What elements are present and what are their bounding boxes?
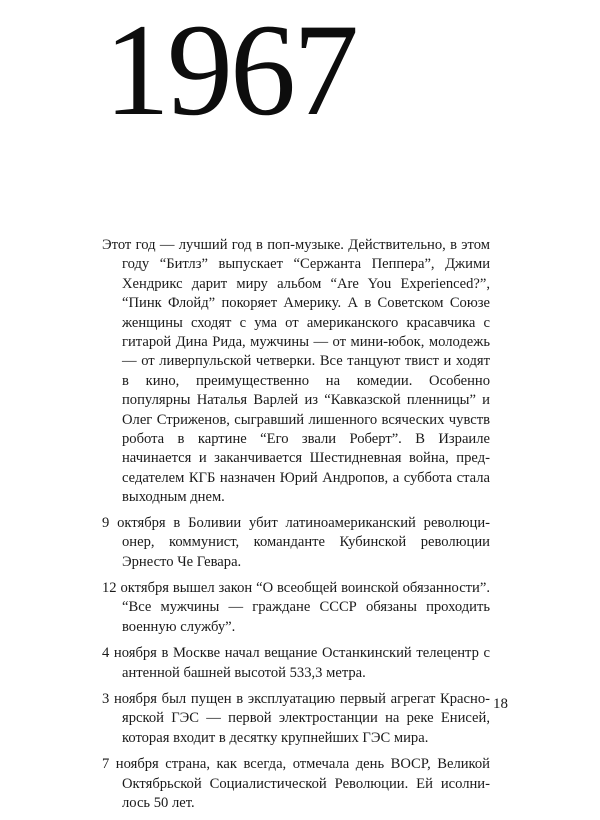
chronicle-entry-krasnoyarsk-ges: 3 ноября был пущен в эксплуатацию первый агрегат Красноярской ГЭС — первой электростанции на реке Енисей, которая входит в десятку крупнейших ГЭС мира. (102, 690, 490, 746)
page-year-heading: 1967 (104, 0, 356, 143)
chronicle-entry-intro: Этот год — лучший год в поп-музыке. Действительно, в этом году “Битлз” выпускает “Сержанта Пеппера”, Джими Хендрикс дарит миру альбом “Are You Experienced?”, “Пинк Флойд” покоряет Америку. А в Советском Союзе женщины сходят с ума от американского красавчика с гитарой Дина Рида, мужчины — от мини-юбок, молодежь — от ливерпульской четверки. Все танцуют твист и ходят в кино, преимущественно на комедии. Особенно популярны Наталья Варлей из “Кавказской пленницы” и Олег Стриженов, сыгравший лишенного всяческих чувств робота в картине “Его звали Роберт”. В Израиле начинается и заканчивается Шестидневная война, председателем КГБ назначен Юрий Андропов, а суббота стала выходным днем. (102, 237, 490, 506)
chronicle-entry-military-law: 12 октября вышел закон “О всеобщей воинской обязанности”. “Все мужчины — граждане СССР обязаны проходить военную службу”. (102, 579, 490, 635)
chronicle-entry-revolution-day: 7 ноября страна, как всегда, отмечала день ВОСР, Великой Октябрьской Социалистической Революции. Ей исолнилось 50 лет. (102, 756, 490, 811)
page-number: 18 (493, 696, 508, 712)
chronicle-entry-che-guevara: 9 октября в Боливии убит латиноамериканский революционер, коммунист, команданте Кубинской революции Эрнесто Че Гевара. (102, 514, 490, 570)
chronicle-entry-ostankino: 4 ноября в Москве начал вещание Останкинский телецентр с антенной башней высотой 533,3 метра. (102, 645, 490, 681)
chronicle-text-block (102, 236, 490, 820)
